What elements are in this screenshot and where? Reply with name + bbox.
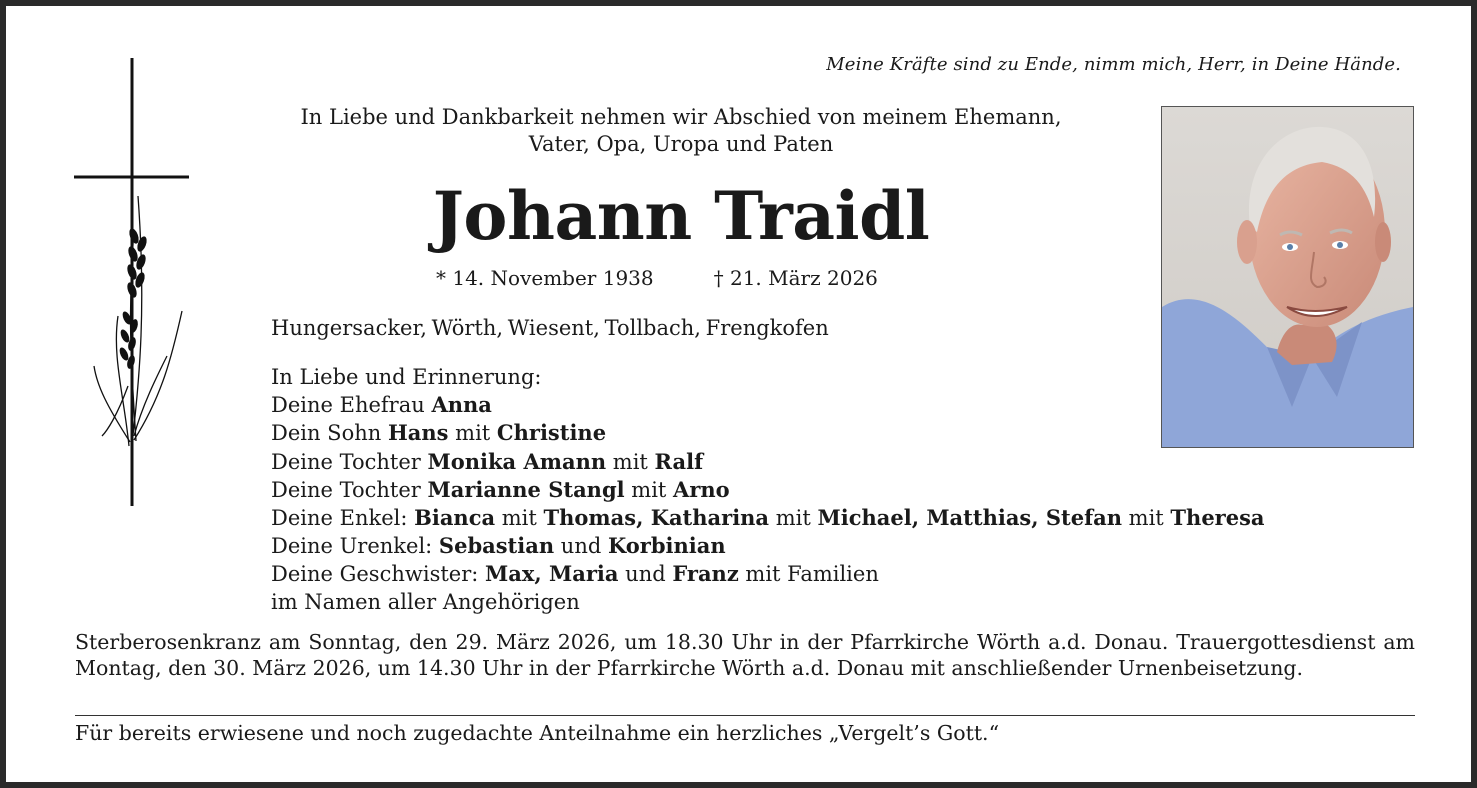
survivor-grandchildren: Deine Enkel: Bianca mit Thomas, Katharina mit Michael, Matthias, Stefan mit Theresa (271, 505, 1265, 531)
survivor-wife: Deine Ehefrau Anna (271, 392, 492, 418)
motto-verse: Meine Kräfte sind zu Ende, nimm mich, Herr, in Deine Hände. (826, 54, 1401, 75)
survivor-daughter-1: Deine Tochter Monika Amann mit Ralf (271, 448, 704, 474)
survivor-son: Dein Sohn Hans mit Christine (271, 420, 607, 446)
places-line: Hungersacker, Wörth, Wiesent, Tollbach, Frengkofen (271, 316, 829, 340)
intro-text (231, 104, 1131, 158)
survivor-daughter-2: Deine Tochter Marianne Stangl mit Arno (271, 476, 730, 502)
thanks-line: Für bereits erwiesene und noch zugedachte Anteilnahme ein herzliches „Vergelt’s Gott.“ (75, 721, 1000, 745)
cross-with-wheat-icon (72, 56, 192, 515)
portrait-photo (1161, 106, 1414, 448)
survivor-great-grandchildren: Deine Urenkel: Sebastian und Korbinian (271, 533, 726, 559)
death-date: † 21. März 2026 (713, 266, 878, 290)
life-dates (436, 266, 878, 290)
survivors-heading: In Liebe und Erinnerung: (271, 365, 542, 389)
deceased-name: Johann Traidl (432, 177, 930, 255)
service-details: Sterberosenkranz am Sonntag, den 29. März 2026, um 18.30 Uhr in der Pfarrkirche Wörth a.d. Donau. Trauergottesdienst am Montag, den 30. März 2026, um 14.30 Uhr in der Pfarrkirche Wörth a.d. Donau mit anschließender Urnenbeisetzung. (75, 630, 1415, 680)
birth-date: * 14. November 1938 (436, 266, 654, 290)
divider (75, 715, 1415, 716)
survivors-list (271, 364, 1265, 616)
intro-line-1: In Liebe und Dankbarkeit nehmen wir Abschied von meinem Ehemann, (300, 105, 1062, 129)
survivor-siblings: Deine Geschwister: Max, Maria und Franz mit Familien (271, 561, 879, 587)
survivors-closing: im Namen aller Angehörigen (271, 589, 580, 614)
intro-line-2: Vater, Opa, Uropa und Paten (528, 132, 834, 156)
